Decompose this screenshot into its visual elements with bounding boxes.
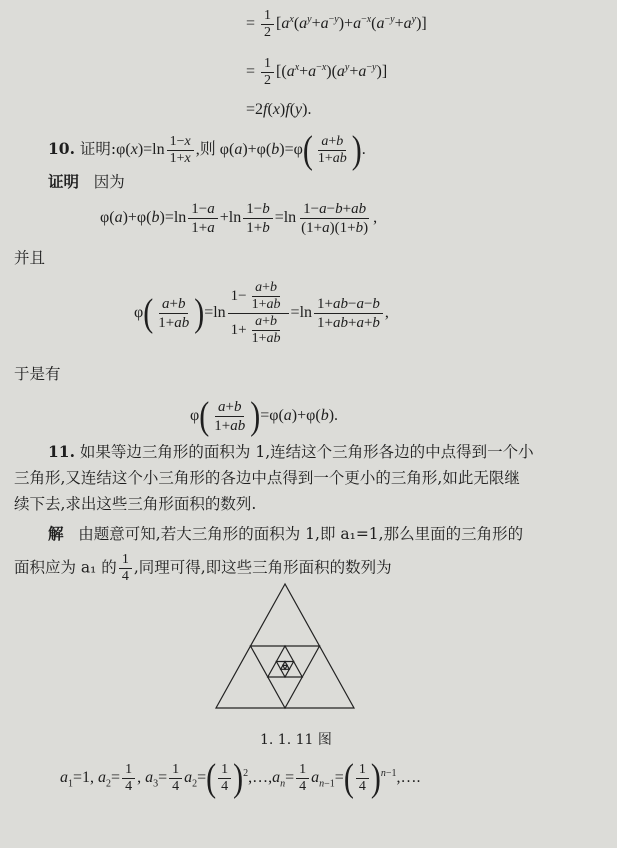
solution-text-2b: ,同理可得,即这些三角形面积的数列为 (133, 558, 392, 577)
problem-11-text-1: 如果等边三角形的面积为 1,连结这个三角形各边的中点得到一个小 (79, 443, 534, 461)
problem-10-prefix: 证明: (79, 140, 117, 159)
problem-11-line-2: 三角形,又连结这个小三角形的各边中点得到一个更小的三角形,如此无限继 (14, 469, 520, 487)
derivation-line-1: = $\frac{1}{2}$ $[a^x(a^y+a^{-y})+a^{-x}(a^{-y}+a^y)]$ (246, 8, 427, 40)
problem-11-number: 11. (48, 442, 75, 461)
proof-equation-2: φ( $\frac{a+b}{1+ab}$ )=ln 1− $\frac{a+b}{1+ab}$ 1+ $\frac{a+b}{1+ab}$ =ln $\frac{1+ab-a-b}{1+ab+a+b}$ , (134, 280, 389, 346)
sequence-result: $a_1=1$, $a_2=$ $\frac{1}{4}$ , $a_3=$ $\frac{1}{4}$ $a_2=$( $\frac{1}{4}$ )$^2,\dots,a_n=$ $\frac{1}{4}$ $a_{n-1}=$( $\frac{1}{4}$ )$^{n-1}$,…. (60, 756, 421, 800)
problem-10-number: 10. (48, 139, 75, 159)
proof-conclusion: φ( $\frac{a+b}{1+ab}$ )=φ(a)+φ(b). (190, 394, 339, 438)
solution-text-1: 由题意可知,若大三角形的面积为 1,即 a₁=1,那么里面的三角形的 (78, 525, 524, 543)
solution-label: 解 (48, 524, 64, 543)
derivation-line-2: = $\frac{1}{2}$ $[(a^x+a^{-x})(a^y+a^{-y})]$ (246, 56, 388, 88)
solution-text-2a: 面积应为 a₁ 的 (14, 558, 117, 577)
derivation-line-3: =2f(x)f(y). (246, 101, 312, 118)
proof-equation-1: φ(a)+φ(b)=ln $\frac{1-a}{1+a}$ +ln $\frac{1-b}{1+b}$ =ln $\frac{1-a-b+ab}{(1+a)(1+b)}$ , (100, 201, 378, 236)
problem-10-statement: 10. 证明:φ(x)=ln $\frac{1-x}{1+x}$ ,则 φ(a)+φ(b)=φ( $\frac{a+b}{1+ab}$ ). (48, 128, 366, 172)
proof-label: 证明 (48, 172, 80, 191)
solution-line-2: 面积应为 a₁ 的 $\frac{1}{4}$ ,同理可得,即这些三角形面积的数列为 (14, 552, 392, 584)
problem-11-line-1 (48, 442, 534, 462)
and-text: 并且 (14, 249, 46, 267)
nested-triangles-figure (212, 580, 358, 712)
proof-intro (48, 172, 125, 192)
figure-caption: 1. 1. 11 图 (260, 732, 332, 748)
problem-11-line-3: 续下去,求出这些三角形面积的数列. (14, 495, 257, 513)
because-text: 因为 (93, 173, 125, 191)
thus-text: 于是有 (14, 365, 61, 383)
solution-line-1 (48, 524, 523, 544)
